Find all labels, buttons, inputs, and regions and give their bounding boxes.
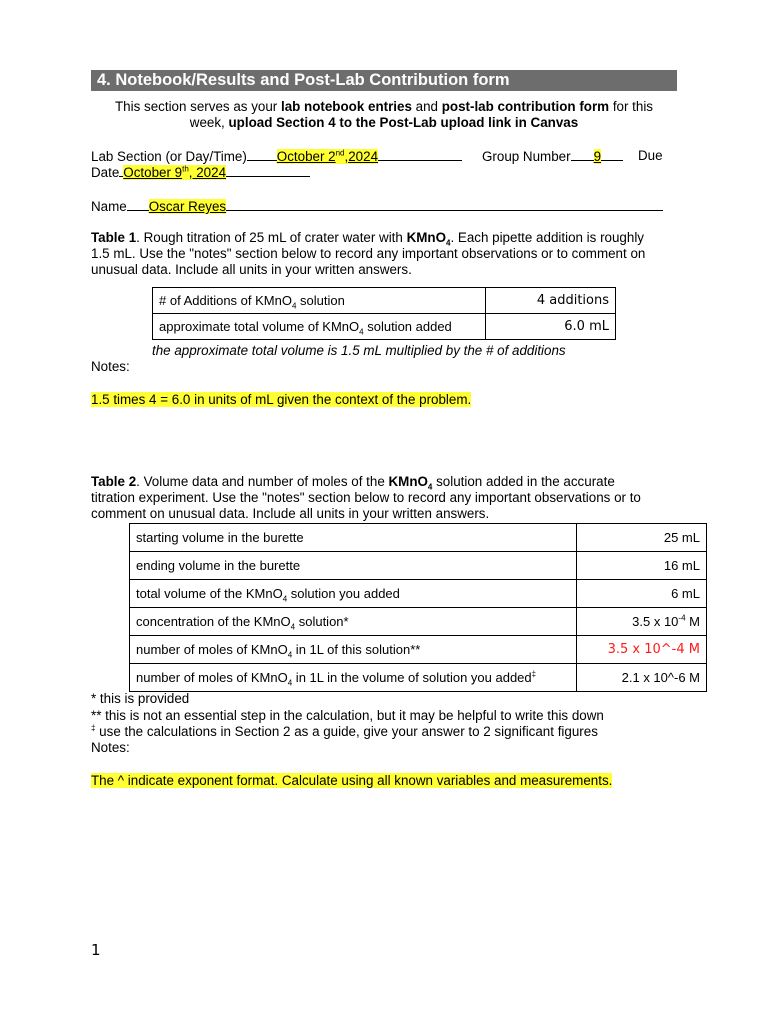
- table-row: [130, 664, 707, 692]
- table2-footnote-1: * this is provided: [91, 691, 190, 706]
- name-value[interactable]: Oscar Reyes: [148, 199, 227, 214]
- table1-caption-line-1: [91, 230, 644, 246]
- table2: [129, 523, 707, 692]
- table1-row1-label: # of Additions of KMnO$_4$ solution: [153, 288, 486, 314]
- name-label: Name: [91, 199, 127, 214]
- table2-row5-value[interactable]: 3.5 x 10^-4 M: [577, 636, 707, 664]
- table2-row5-label: number of moles of KMnO$_4$ in 1L of this solution**: [130, 636, 577, 664]
- group-number-value[interactable]: 9: [593, 149, 602, 164]
- due-date-value[interactable]: October 9th, 2024: [123, 164, 227, 180]
- group-number-label: Group Number: [482, 149, 571, 164]
- intro-line-1: [91, 99, 677, 115]
- table1-row1-value[interactable]: 4 additions: [486, 288, 616, 314]
- table1-notes-label: Notes:: [91, 359, 130, 374]
- due-date-line: [91, 164, 310, 181]
- table-row: [153, 288, 616, 314]
- table2-row1-label: starting volume in the burette: [130, 524, 577, 552]
- table-row: [130, 636, 707, 664]
- intro-text: for this: [609, 99, 653, 114]
- table-row: [130, 524, 707, 552]
- name-line: [91, 198, 663, 215]
- intro-line-2: [91, 115, 677, 131]
- table-row: [130, 552, 707, 580]
- table2-caption-line-2: titration experiment. Use the "notes" section below to record any important observations or to: [91, 490, 641, 505]
- table2-caption-line-1: [91, 474, 615, 490]
- intro-text: week,: [189, 115, 229, 130]
- table2-row6-value[interactable]: 2.1 x 10^-6 M: [577, 664, 707, 692]
- caption-text: . Rough titration of 25 mL of crater water with: [136, 230, 407, 245]
- intro-bold-upload: upload Section 4 to the Post-Lab upload link in Canvas: [228, 115, 579, 130]
- table2-notes-label: Notes:: [91, 740, 130, 755]
- lab-section-value[interactable]: October 2nd,2024: [276, 148, 379, 164]
- table1: [152, 287, 616, 340]
- section-title: 4. Notebook/Results and Post-Lab Contribution form: [91, 70, 677, 91]
- table2-row4-value[interactable]: 3.5 x $10^{-4}$ M: [577, 608, 707, 636]
- table1-caption-line-2: 1.5 mL. Use the "notes" section below to record any important observations or to comment on: [91, 246, 646, 261]
- group-number-line: [482, 148, 623, 165]
- lab-section-label: Lab Section (or Day/Time): [91, 149, 247, 164]
- table1-footnote: the approximate total volume is 1.5 mL multiplied by the # of additions: [152, 343, 566, 358]
- table2-row2-value[interactable]: 16 mL: [577, 552, 707, 580]
- table1-row2-label: approximate total volume of KMnO$_4$ solution added: [153, 314, 486, 340]
- intro-bold-form: post-lab contribution form: [441, 99, 610, 114]
- kmno4-bold: KMnO$_4$: [406, 230, 451, 248]
- table2-caption-line-3: comment on unusual data. Include all units in your written answers.: [91, 506, 490, 521]
- table-row: [153, 314, 616, 340]
- lab-section-line: [91, 148, 462, 165]
- page-number: 1: [91, 941, 101, 959]
- due-label-1: Due: [638, 148, 663, 163]
- table2-row2-label: ending volume in the burette: [130, 552, 577, 580]
- table2-row3-value[interactable]: 6 mL: [577, 580, 707, 608]
- caption-text: solution added in the accurate: [432, 474, 615, 489]
- table2-label: Table 2: [91, 474, 137, 489]
- table1-note[interactable]: 1.5 times 4 = 6.0 in units of mL given the context of the problem.: [91, 392, 472, 407]
- table-row: [130, 608, 707, 636]
- table2-row6-label: number of moles of KMnO$_4$ in 1L in the volume of solution you added‡: [130, 664, 577, 692]
- table2-note[interactable]: The ^ indicate exponent format. Calculate using all known variables and measurements.: [91, 773, 613, 788]
- table2-row1-value[interactable]: 25 mL: [577, 524, 707, 552]
- table2-footnote-3: ‡ use the calculations in Section 2 as a guide, give your answer to 2 significant figures: [91, 723, 598, 739]
- table1-caption-line-3: unusual data. Include all units in your written answers.: [91, 262, 412, 277]
- table2-row3-label: total volume of the KMnO$_4$ solution you added: [130, 580, 577, 608]
- intro-bold-notebook: lab notebook entries: [280, 99, 412, 114]
- caption-text: . Each pipette addition is roughly: [450, 230, 644, 245]
- table2-footnote-2: ** this is not an essential step in the calculation, but it may be helpful to write this down: [91, 708, 604, 723]
- table1-row2-value[interactable]: 6.0 mL: [486, 314, 616, 340]
- intro-text: and: [411, 99, 442, 114]
- caption-text: . Volume data and number of moles of the: [136, 474, 389, 489]
- due-label-2: Date: [91, 165, 120, 180]
- kmno4-bold: KMnO$_4$: [388, 474, 433, 492]
- intro-text: This section serves as your: [115, 99, 281, 114]
- table2-row4-label: concentration of the KMnO$_4$ solution*: [130, 608, 577, 636]
- table1-label: Table 1: [91, 230, 137, 245]
- table-row: [130, 580, 707, 608]
